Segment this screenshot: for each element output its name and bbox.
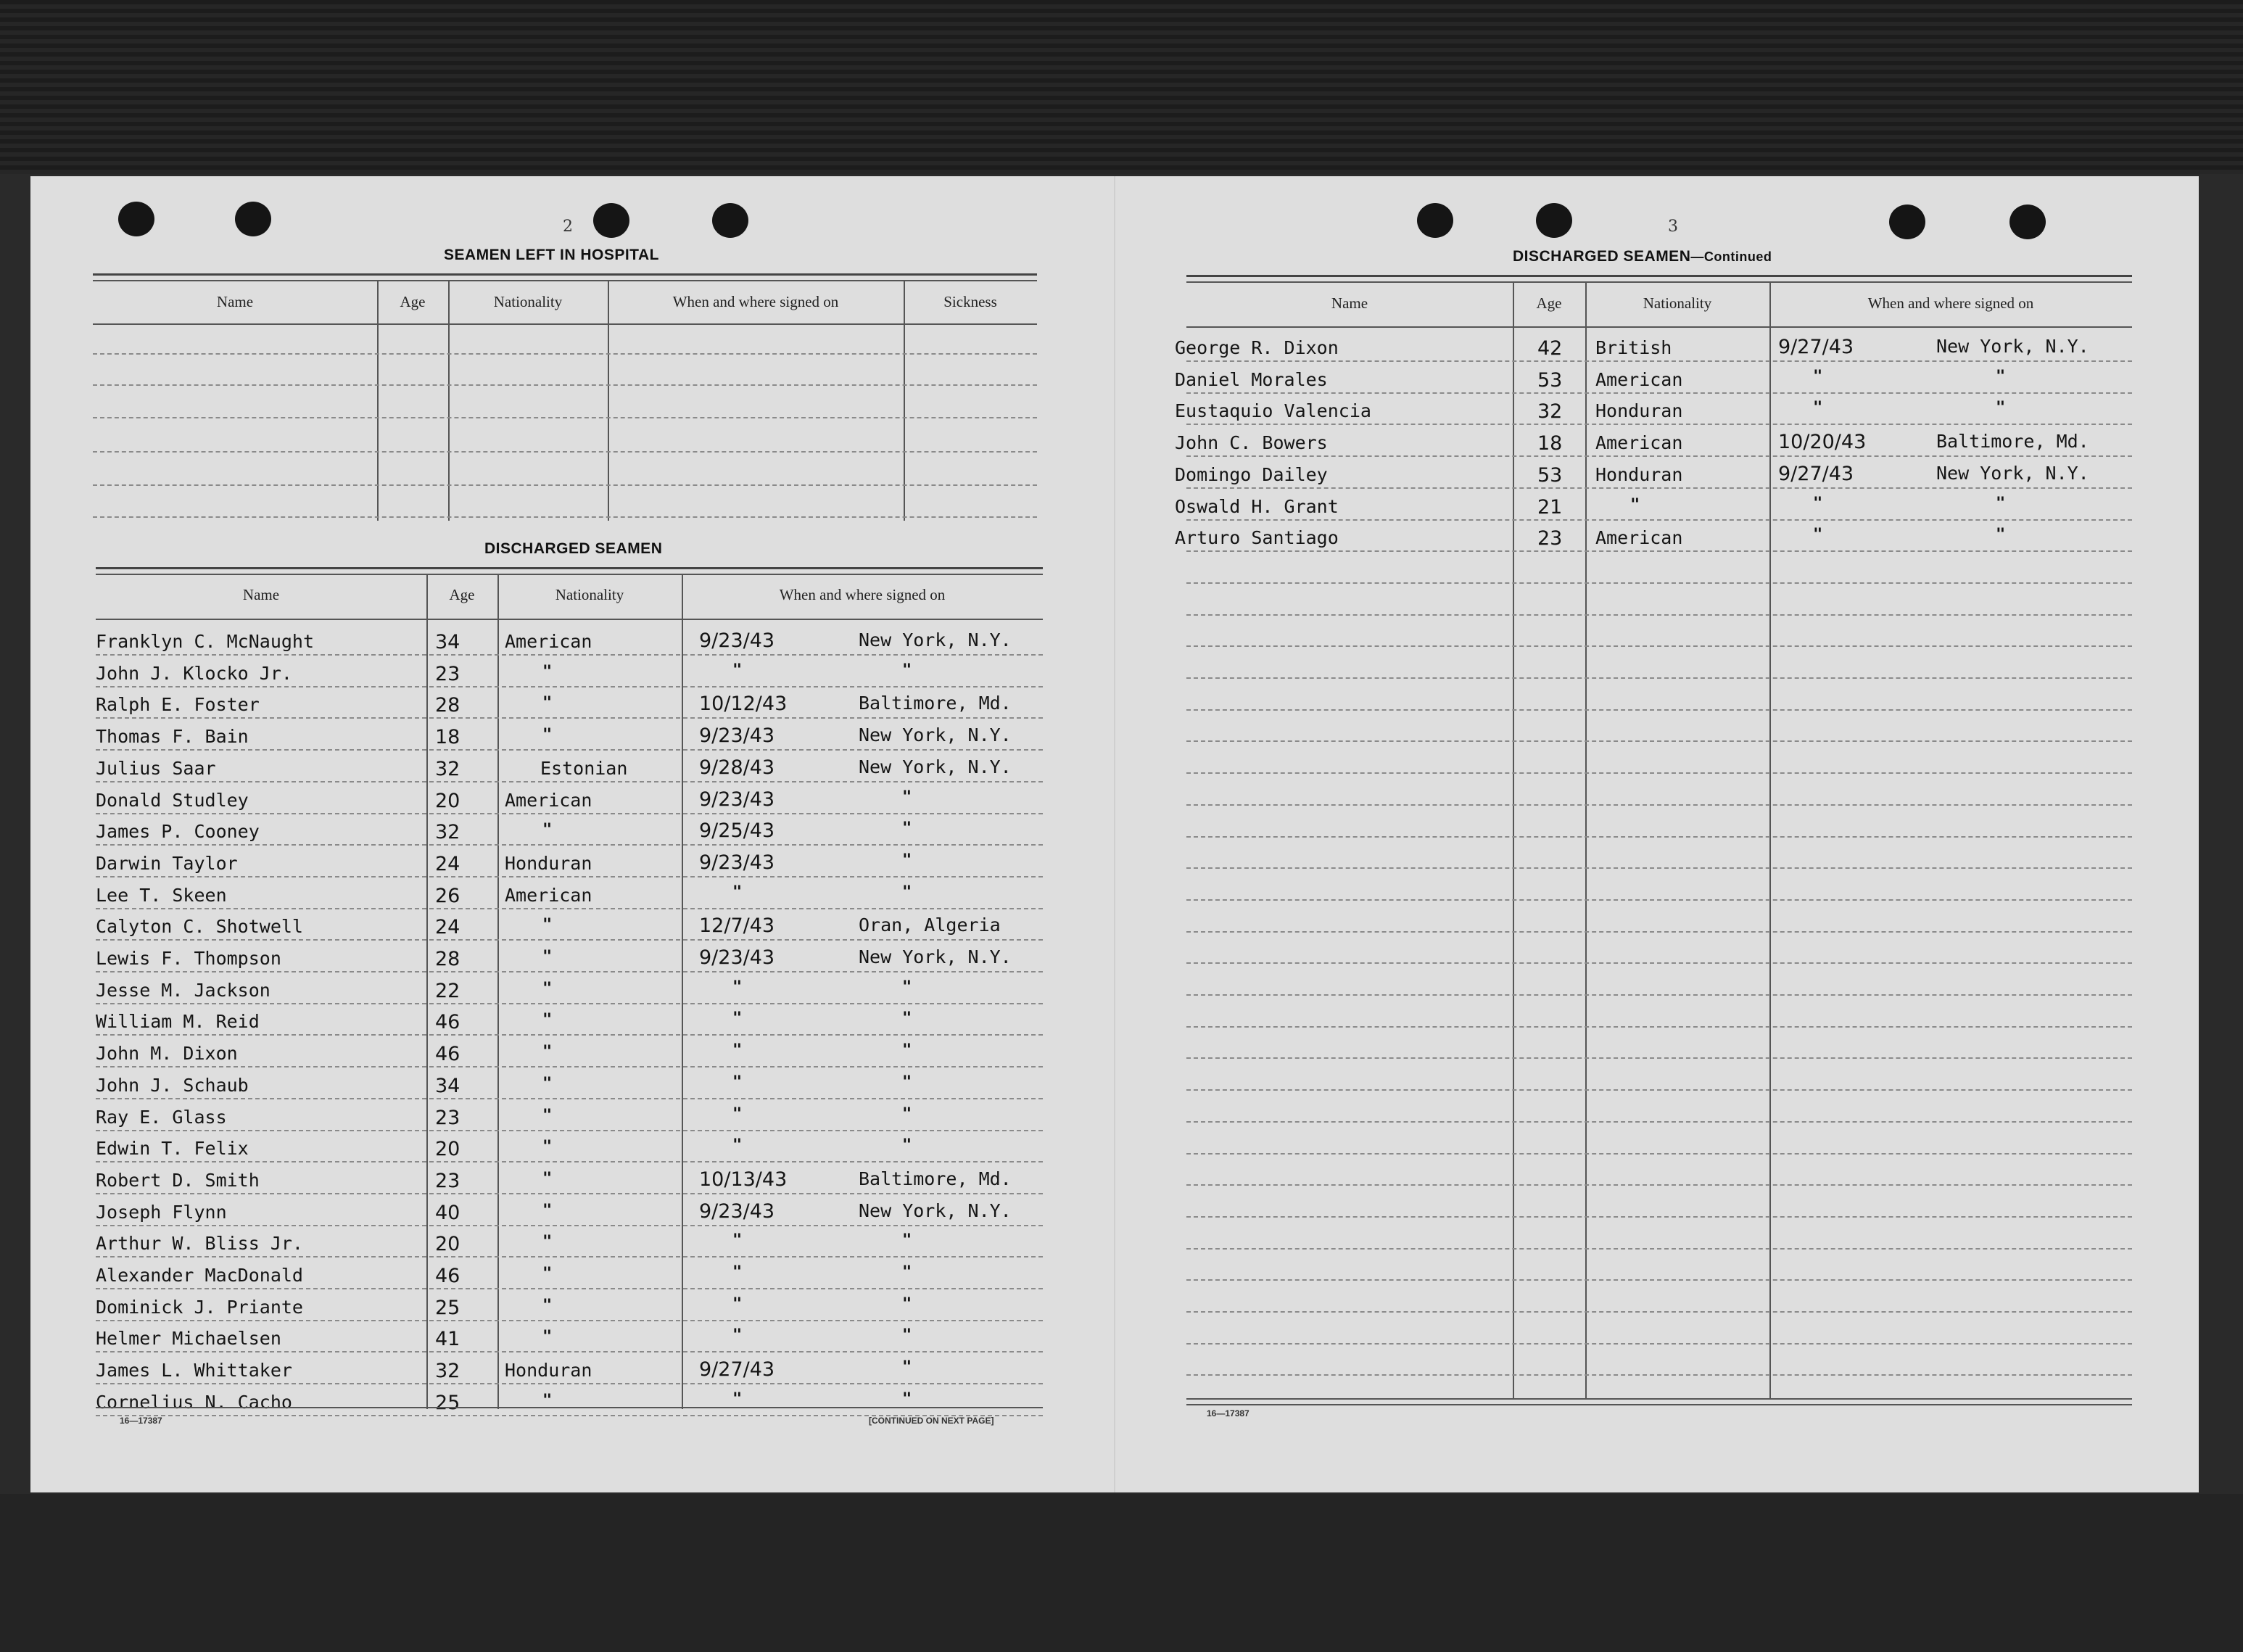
signed-on-place: New York, N.Y. (859, 946, 1012, 967)
seaman-age: 32 (435, 821, 460, 844)
seaman-nationality: " (1630, 495, 1640, 514)
right-column-divider (1585, 283, 1587, 1400)
seaman-name: William M. Reid (96, 1011, 260, 1033)
row-rule (1186, 360, 2132, 362)
row-rule (96, 1288, 1043, 1289)
signed-on-date: 9/23/43 (699, 851, 775, 874)
seaman-nationality: American (1595, 527, 1683, 549)
hospital-header-rule (93, 323, 1037, 325)
seaman-name: John M. Dixon (96, 1043, 238, 1065)
hospital-header-signed-on: When and where signed on (672, 293, 839, 310)
hospital-blank-line (93, 353, 1037, 355)
signed-on-place: " (902, 1358, 912, 1377)
punch-hole (2009, 205, 2046, 239)
punch-hole (1889, 205, 1925, 239)
right-section-title (1513, 248, 1772, 265)
seaman-nationality: " (542, 821, 553, 840)
signed-on-place: " (902, 788, 912, 806)
seaman-nationality: American (505, 789, 592, 811)
row-rule (96, 1225, 1043, 1226)
signed-on-place: " (1996, 526, 2006, 545)
seaman-nationality: " (542, 1265, 553, 1283)
discharged-header-nationality: Nationality (555, 586, 624, 603)
seaman-name: Robert D. Smith (96, 1169, 260, 1191)
right-header-name: Name (1331, 294, 1368, 312)
seaman-nationality: Honduran (1595, 463, 1683, 485)
seaman-age: 18 (1537, 432, 1563, 455)
punch-hole (1417, 203, 1453, 238)
signed-on-date: 9/28/43 (699, 756, 775, 779)
signed-on-date: " (732, 883, 743, 901)
seaman-name: Jesse M. Jackson (96, 979, 270, 1001)
seaman-name: Lee T. Skeen (96, 884, 227, 906)
row-rule (1186, 1343, 2132, 1345)
row-rule (1186, 836, 2132, 838)
signed-on-place: Baltimore, Md. (1936, 431, 2089, 453)
row-rule (1186, 1311, 2132, 1313)
signed-on-place: " (902, 1389, 912, 1408)
signed-on-place: " (1996, 399, 2006, 418)
signed-on-date: " (732, 1231, 743, 1250)
row-rule (96, 1351, 1043, 1352)
signed-on-place: " (902, 1009, 912, 1028)
discharged-top-rule (96, 567, 1043, 569)
row-rule (1186, 550, 2132, 552)
right-column-divider (1769, 283, 1771, 1400)
seaman-age: 28 (435, 694, 460, 717)
row-rule (1186, 740, 2132, 742)
seaman-name: John J. Klocko Jr. (96, 662, 292, 684)
seaman-age: 23 (435, 662, 460, 685)
signed-on-date: " (732, 1073, 743, 1091)
seaman-age: 28 (435, 948, 460, 970)
seaman-age: 22 (435, 979, 460, 1002)
discharged-header-rule (96, 619, 1043, 620)
row-rule (1186, 899, 2132, 901)
row-rule (1186, 867, 2132, 869)
row-rule (96, 654, 1043, 656)
seaman-name: Ray E. Glass (96, 1106, 227, 1128)
seaman-name: Lewis F. Thompson (96, 948, 281, 969)
right-header-signed-on: When and where signed on (1867, 294, 2034, 312)
page-number-left: 2 (563, 218, 573, 236)
row-rule (96, 1098, 1043, 1099)
row-rule (96, 717, 1043, 719)
punch-hole (1536, 203, 1572, 238)
signed-on-date: 10/20/43 (1778, 431, 1867, 454)
seaman-age: 34 (435, 631, 460, 653)
seaman-name: Ralph E. Foster (96, 694, 260, 716)
seaman-nationality: " (542, 1169, 553, 1188)
punch-hole (118, 202, 154, 236)
row-rule (1186, 772, 2132, 774)
signed-on-date: " (732, 978, 743, 996)
right-top-rule-2 (1186, 281, 2132, 283)
punch-hole (712, 203, 748, 238)
signed-on-place: " (902, 978, 912, 996)
hospital-blank-line (93, 484, 1037, 486)
seaman-nationality: " (542, 1328, 553, 1347)
seaman-nationality: " (542, 1296, 553, 1315)
signed-on-date: " (732, 1041, 743, 1060)
right-bottom-rule-2 (1186, 1404, 2132, 1405)
signed-on-place: New York, N.Y. (1936, 462, 2089, 484)
seaman-nationality: Honduran (505, 852, 592, 874)
seaman-age: 24 (435, 852, 460, 875)
signed-on-place: " (902, 1136, 912, 1155)
signed-on-date: " (1813, 494, 1823, 513)
signed-on-date: " (732, 661, 743, 680)
signed-on-date: " (1813, 526, 1823, 545)
signed-on-place: " (902, 1041, 912, 1060)
row-rule (1186, 645, 2132, 647)
signed-on-place: " (902, 1294, 912, 1313)
hospital-blank-line (93, 451, 1037, 453)
seaman-age: 18 (435, 726, 460, 749)
seaman-nationality: " (542, 726, 553, 745)
form-number-right: 16—17387 (1207, 1408, 1249, 1418)
signed-on-date: 9/23/43 (699, 788, 775, 811)
seaman-nationality: " (542, 1233, 553, 1252)
right-bottom-rule (1186, 1398, 2132, 1400)
signed-on-date: 9/23/43 (699, 1199, 775, 1223)
row-rule (1186, 1184, 2132, 1186)
right-title-main: DISCHARGED SEAMEN (1513, 248, 1691, 265)
row-rule (96, 1003, 1043, 1004)
seaman-name: Darwin Taylor (96, 852, 238, 874)
signed-on-date: 10/12/43 (699, 693, 788, 716)
seaman-age: 20 (435, 1138, 460, 1161)
seaman-nationality: " (542, 662, 553, 681)
signed-on-date: 9/27/43 (1778, 462, 1854, 485)
row-rule (1186, 614, 2132, 616)
signed-on-date: 10/13/43 (699, 1168, 788, 1191)
seaman-age: 40 (435, 1201, 460, 1224)
seaman-age: 20 (435, 789, 460, 812)
seaman-age: 32 (435, 1360, 460, 1383)
row-rule (96, 686, 1043, 687)
signed-on-date: " (732, 1294, 743, 1313)
seaman-nationality: " (542, 1074, 553, 1093)
seaman-name: James P. Cooney (96, 821, 260, 843)
row-rule (96, 1161, 1043, 1162)
seaman-nationality: American (1595, 368, 1683, 390)
discharged-column-divider (426, 575, 428, 1409)
seaman-nationality: " (542, 1043, 553, 1062)
signed-on-place: " (902, 819, 912, 838)
signed-on-date: 9/23/43 (699, 724, 775, 748)
seaman-nationality: Honduran (505, 1360, 592, 1382)
hospital-blank-line (93, 516, 1037, 518)
discharged-bottom-rule (96, 1407, 1043, 1408)
punch-hole (593, 203, 629, 238)
signed-on-date: " (732, 1263, 743, 1281)
right-top-rule (1186, 275, 2132, 277)
seaman-nationality: " (542, 948, 553, 966)
right-header-nationality: Nationality (1643, 294, 1712, 312)
punch-hole (235, 202, 271, 236)
seaman-name: Arthur W. Bliss Jr. (96, 1233, 303, 1255)
seaman-age: 20 (435, 1233, 460, 1256)
seaman-age: 53 (1537, 463, 1563, 487)
seaman-name: Oswald H. Grant (1175, 495, 1339, 517)
seaman-name: James L. Whittaker (96, 1360, 292, 1382)
hospital-header-name: Name (216, 293, 254, 310)
seaman-nationality: " (542, 916, 553, 935)
row-rule (1186, 1089, 2132, 1091)
seaman-nationality: " (542, 1106, 553, 1125)
signed-on-place: Baltimore, Md. (859, 1168, 1012, 1189)
page-fold (1114, 176, 1115, 1492)
row-rule (1186, 455, 2132, 457)
signed-on-place: New York, N.Y. (859, 756, 1012, 777)
row-rule (1186, 582, 2132, 584)
seaman-nationality: American (1595, 432, 1683, 454)
signed-on-place: New York, N.Y. (859, 1199, 1012, 1221)
signed-on-place: " (902, 851, 912, 870)
seaman-name: Domingo Dailey (1175, 463, 1328, 485)
row-rule (96, 939, 1043, 941)
signed-on-place: New York, N.Y. (859, 629, 1012, 651)
continued-note: [CONTINUED ON NEXT PAGE] (869, 1416, 994, 1426)
hospital-blank-line (93, 417, 1037, 418)
row-rule (96, 971, 1043, 972)
seaman-name: Helmer Michaelsen (96, 1328, 281, 1350)
hospital-top-rule-2 (93, 280, 1037, 281)
hospital-header-sickness: Sickness (943, 293, 997, 310)
seaman-nationality: " (542, 979, 553, 998)
row-rule (1186, 931, 2132, 933)
seaman-nationality: " (542, 1011, 553, 1030)
row-rule (1186, 392, 2132, 394)
signed-on-place: " (1996, 367, 2006, 386)
row-rule (96, 1034, 1043, 1036)
signed-on-date: 9/25/43 (699, 819, 775, 843)
signed-on-date: " (732, 1389, 743, 1408)
hospital-header-nationality: Nationality (493, 293, 563, 310)
seaman-age: 24 (435, 916, 460, 939)
signed-on-date: " (732, 1104, 743, 1123)
row-rule (96, 781, 1043, 782)
row-rule (96, 1383, 1043, 1384)
seaman-age: 34 (435, 1074, 460, 1097)
signed-on-date: " (732, 1009, 743, 1028)
signed-on-date: 9/27/43 (699, 1358, 775, 1382)
seaman-name: Thomas F. Bain (96, 726, 249, 748)
signed-on-date: " (1813, 399, 1823, 418)
row-rule (96, 844, 1043, 846)
row-rule (96, 1256, 1043, 1257)
row-rule (1186, 804, 2132, 806)
hospital-header-age: Age (400, 293, 426, 310)
discharged-top-rule-2 (96, 574, 1043, 575)
seaman-age: 23 (435, 1169, 460, 1192)
seaman-name: John C. Bowers (1175, 432, 1328, 454)
discharged-header-signed-on: When and where signed on (779, 586, 946, 603)
signed-on-date: 9/23/43 (699, 629, 775, 652)
seaman-age: 26 (435, 884, 460, 907)
row-rule (96, 1130, 1043, 1131)
row-rule (96, 749, 1043, 751)
row-rule (1186, 1248, 2132, 1250)
right-title-continued: —Continued (1690, 249, 1772, 264)
row-rule (1186, 424, 2132, 425)
row-rule (96, 1320, 1043, 1321)
hospital-top-rule (93, 273, 1037, 276)
seaman-name: Julius Saar (96, 757, 216, 779)
row-rule (1186, 1121, 2132, 1123)
signed-on-place: Oran, Algeria (859, 914, 1001, 936)
seaman-nationality: " (542, 1201, 553, 1220)
row-rule (1186, 1374, 2132, 1376)
seaman-age: 32 (435, 757, 460, 780)
signed-on-place: New York, N.Y. (859, 724, 1012, 746)
seaman-age: 53 (1537, 368, 1563, 392)
row-rule (96, 908, 1043, 909)
seaman-nationality: " (542, 694, 553, 713)
seaman-age: 46 (435, 1043, 460, 1066)
form-number-left: 16—17387 (120, 1416, 162, 1426)
discharged-header-name: Name (242, 586, 280, 603)
row-rule (1186, 1026, 2132, 1028)
seaman-name: Daniel Morales (1175, 368, 1328, 390)
signed-on-date: " (732, 1136, 743, 1155)
row-rule (1186, 709, 2132, 711)
seaman-nationality: British (1595, 337, 1672, 358)
row-rule (1186, 1057, 2132, 1059)
seaman-name: Edwin T. Felix (96, 1138, 249, 1160)
seaman-name: Donald Studley (96, 789, 249, 811)
discharged-column-divider (497, 575, 499, 1409)
seaman-age: 21 (1537, 495, 1563, 519)
right-column-divider (1513, 283, 1514, 1400)
seaman-name: George R. Dixon (1175, 337, 1339, 358)
seaman-name: Calyton C. Shotwell (96, 916, 303, 938)
film-strip-top (0, 0, 2243, 174)
seaman-age: 25 (435, 1391, 460, 1414)
seaman-age: 42 (1537, 337, 1563, 360)
hospital-section-title: SEAMEN LEFT IN HOSPITAL (444, 247, 659, 263)
seaman-age: 25 (435, 1296, 460, 1319)
discharged-column-divider (682, 575, 683, 1409)
signed-on-place: New York, N.Y. (1936, 336, 2089, 357)
seaman-nationality: Estonian (540, 757, 628, 779)
row-rule (1186, 962, 2132, 964)
hospital-blank-line (93, 384, 1037, 386)
row-rule (1186, 487, 2132, 489)
seaman-nationality: " (542, 1391, 553, 1410)
signed-on-date: " (732, 1326, 743, 1345)
row-rule (96, 876, 1043, 877)
seaman-age: 41 (435, 1328, 460, 1351)
seaman-nationality: American (505, 884, 592, 906)
signed-on-place: " (902, 1104, 912, 1123)
signed-on-date: 12/7/43 (699, 914, 775, 938)
seaman-age: 32 (1537, 400, 1563, 424)
page-number-right: 3 (1668, 218, 1678, 236)
signed-on-place: " (902, 883, 912, 901)
signed-on-place: " (902, 1073, 912, 1091)
signed-on-place: Baltimore, Md. (859, 693, 1012, 714)
signed-on-place: " (1996, 494, 2006, 513)
seaman-age: 46 (435, 1011, 460, 1034)
discharged-section-title: DISCHARGED SEAMEN (484, 540, 663, 557)
seaman-name: Eustaquio Valencia (1175, 400, 1371, 422)
signed-on-date: 9/27/43 (1778, 336, 1854, 358)
discharged-header-age: Age (449, 586, 475, 603)
signed-on-date: " (1813, 367, 1823, 386)
signed-on-place: " (902, 1326, 912, 1345)
signed-on-place: " (902, 1263, 912, 1281)
right-header-rule (1186, 326, 2132, 328)
seaman-name: Franklyn C. McNaught (96, 631, 315, 652)
seaman-name: Arturo Santiago (1175, 527, 1339, 549)
right-header-age: Age (1536, 294, 1562, 312)
seaman-age: 23 (435, 1106, 460, 1129)
seaman-nationality: American (505, 631, 592, 652)
seaman-name: John J. Schaub (96, 1074, 249, 1096)
film-strip-bottom (0, 1494, 2243, 1652)
seaman-age: 23 (1537, 527, 1563, 550)
row-rule (1186, 1216, 2132, 1218)
row-rule (1186, 994, 2132, 996)
seaman-name: Alexander MacDonald (96, 1265, 303, 1286)
seaman-name: Dominick J. Priante (96, 1296, 303, 1318)
seaman-name: Cornelius N. Cacho (96, 1391, 292, 1413)
seaman-nationality: " (542, 1138, 553, 1157)
row-rule (1186, 1153, 2132, 1155)
row-rule (1186, 519, 2132, 521)
signed-on-place: " (902, 1231, 912, 1250)
signed-on-place: " (902, 661, 912, 680)
row-rule (96, 1193, 1043, 1194)
row-rule (96, 813, 1043, 814)
seaman-nationality: Honduran (1595, 400, 1683, 422)
row-rule (1186, 677, 2132, 679)
seaman-age: 46 (435, 1265, 460, 1287)
seaman-name: Joseph Flynn (96, 1201, 227, 1223)
row-rule (96, 1066, 1043, 1067)
signed-on-date: 9/23/43 (699, 946, 775, 969)
row-rule (1186, 1279, 2132, 1281)
